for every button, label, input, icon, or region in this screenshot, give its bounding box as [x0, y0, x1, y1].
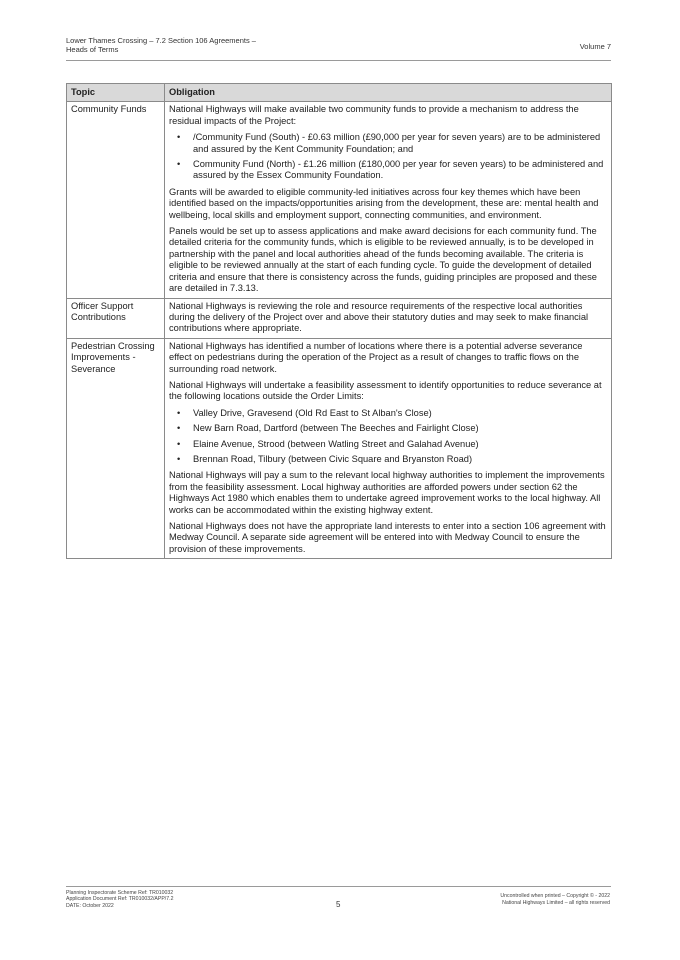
list-item: • Elaine Avenue, Strood (between Watling Street and Galahad Avenue) [169, 439, 607, 450]
footer-scheme-ref: Planning Inspectorate Scheme Ref: TR010032 [66, 890, 174, 896]
footer-copyright [500, 893, 610, 906]
paragraph: National Highways has identified a number of locations where there is a potential adverse severance effect on pedestrians during the operation of the Project as a result of changes to traffic flows on the surrounding road network. [169, 340, 583, 374]
page-header [66, 36, 611, 58]
volume-label: Volume 7 [579, 42, 611, 51]
bullet-list [169, 132, 607, 182]
table-header-row [67, 84, 612, 102]
paragraph: National Highways will undertake a feasibility assessment to identify opportunities to reduce severance at the following locations outside the Order Limits: [169, 379, 602, 402]
topic-officer-support: Officer Support Contributions [67, 298, 165, 338]
footer-copyright-line2: National Highways Limited – all rights reserved [502, 899, 610, 906]
list-item: • Brennan Road, Tilbury (between Civic Square and Bryanston Road) [169, 454, 607, 465]
bullet-list [169, 408, 607, 466]
obligations-table [66, 83, 612, 559]
topic-pedestrian-crossing: Pedestrian Crossing Improvements - Severance [67, 338, 165, 559]
list-item: • New Barn Road, Dartford (between The Beeches and Fairlight Close) [169, 423, 607, 434]
page-number: 5 [336, 900, 341, 909]
paragraph: Panels would be set up to assess applications and make award decisions for each community fund. The detailed criteria for the community funds, which is eligible to be reviewed annually, is to be developed in partnership with the panel and local authorities ahead of the funds becoming available. The criteria is eligible to be reviewed annually at the start of each funding cycle. To guide the development of detailed criteria and ensure that there is consistency across the funds, guiding principles are proposed and these are detailed in 7.3.13. [169, 226, 597, 294]
table-row [67, 102, 612, 298]
paragraph: National Highways is reviewing the role and resource requirements of the respective local authorities during the delivery of the Project over and above their statutory duties and may seek to make financial contributions where appropriate. [169, 300, 589, 334]
list-item: • /Community Fund (South) - £0.63 million (£90,000 per year for seven years) are to be administered and assured by the Kent Community Foundation; and [169, 132, 607, 155]
paragraph: Grants will be awarded to eligible community-led initiatives across four key themes which have been identified based on the impacts/opportunities arising from the development, these are: mental health and wellbeing, local skills and employment support, connecting communities, and environment. [169, 186, 599, 220]
paragraph: National Highways does not have the appropriate land interests to enter into a section 106 agreement with Medway Council. A separate side agreement will be entered into with Medway Council to ensure the provision of these improvements. [169, 521, 606, 554]
table-row [67, 298, 612, 338]
footer-reference [66, 890, 173, 909]
footer-copyright-line1: Uncontrolled when printed – Copyright © - 2022 [500, 893, 610, 899]
list-item: • Community Fund (North) - £1.26 million (£180,000 per year for seven years) to be administered and assured by the Essex Community Foundation. [169, 159, 607, 182]
paragraph: National Highways will make available two community funds to provide a mechanism to address the residual impacts of the Project: [169, 104, 579, 126]
table-row [67, 338, 612, 559]
footer-document-ref: Application Document Ref: TR010032/APP/7.2 [66, 896, 174, 903]
obligation-community-funds [165, 102, 612, 298]
header-divider [66, 60, 611, 61]
topic-community-funds: Community Funds [67, 102, 165, 298]
footer-date: DATE: October 2022 [66, 902, 114, 909]
obligation-pedestrian-crossing [165, 338, 612, 559]
obligation-officer-support [165, 298, 612, 338]
list-item: • Valley Drive, Gravesend (Old Rd East to St Alban's Close) [169, 408, 607, 419]
document-title-line1: Lower Thames Crossing – 7.2 Section 106 Agreements – [66, 36, 256, 45]
header-topic: Topic [67, 84, 165, 102]
document-title-line2: Heads of Terms [66, 45, 119, 54]
footer-divider [66, 886, 611, 887]
paragraph: National Highways will pay a sum to the relevant local highway authorities to implement the improvements from the feasibility assessment. Local highway authorities are afforded powers under section 62 the Highways Act 1980 which enables them to undertake agreed improvement works to the local highway. All works can be accommodated within the existing highway extent. [169, 470, 605, 515]
document-title [66, 36, 256, 54]
header-obligation: Obligation [165, 84, 612, 102]
